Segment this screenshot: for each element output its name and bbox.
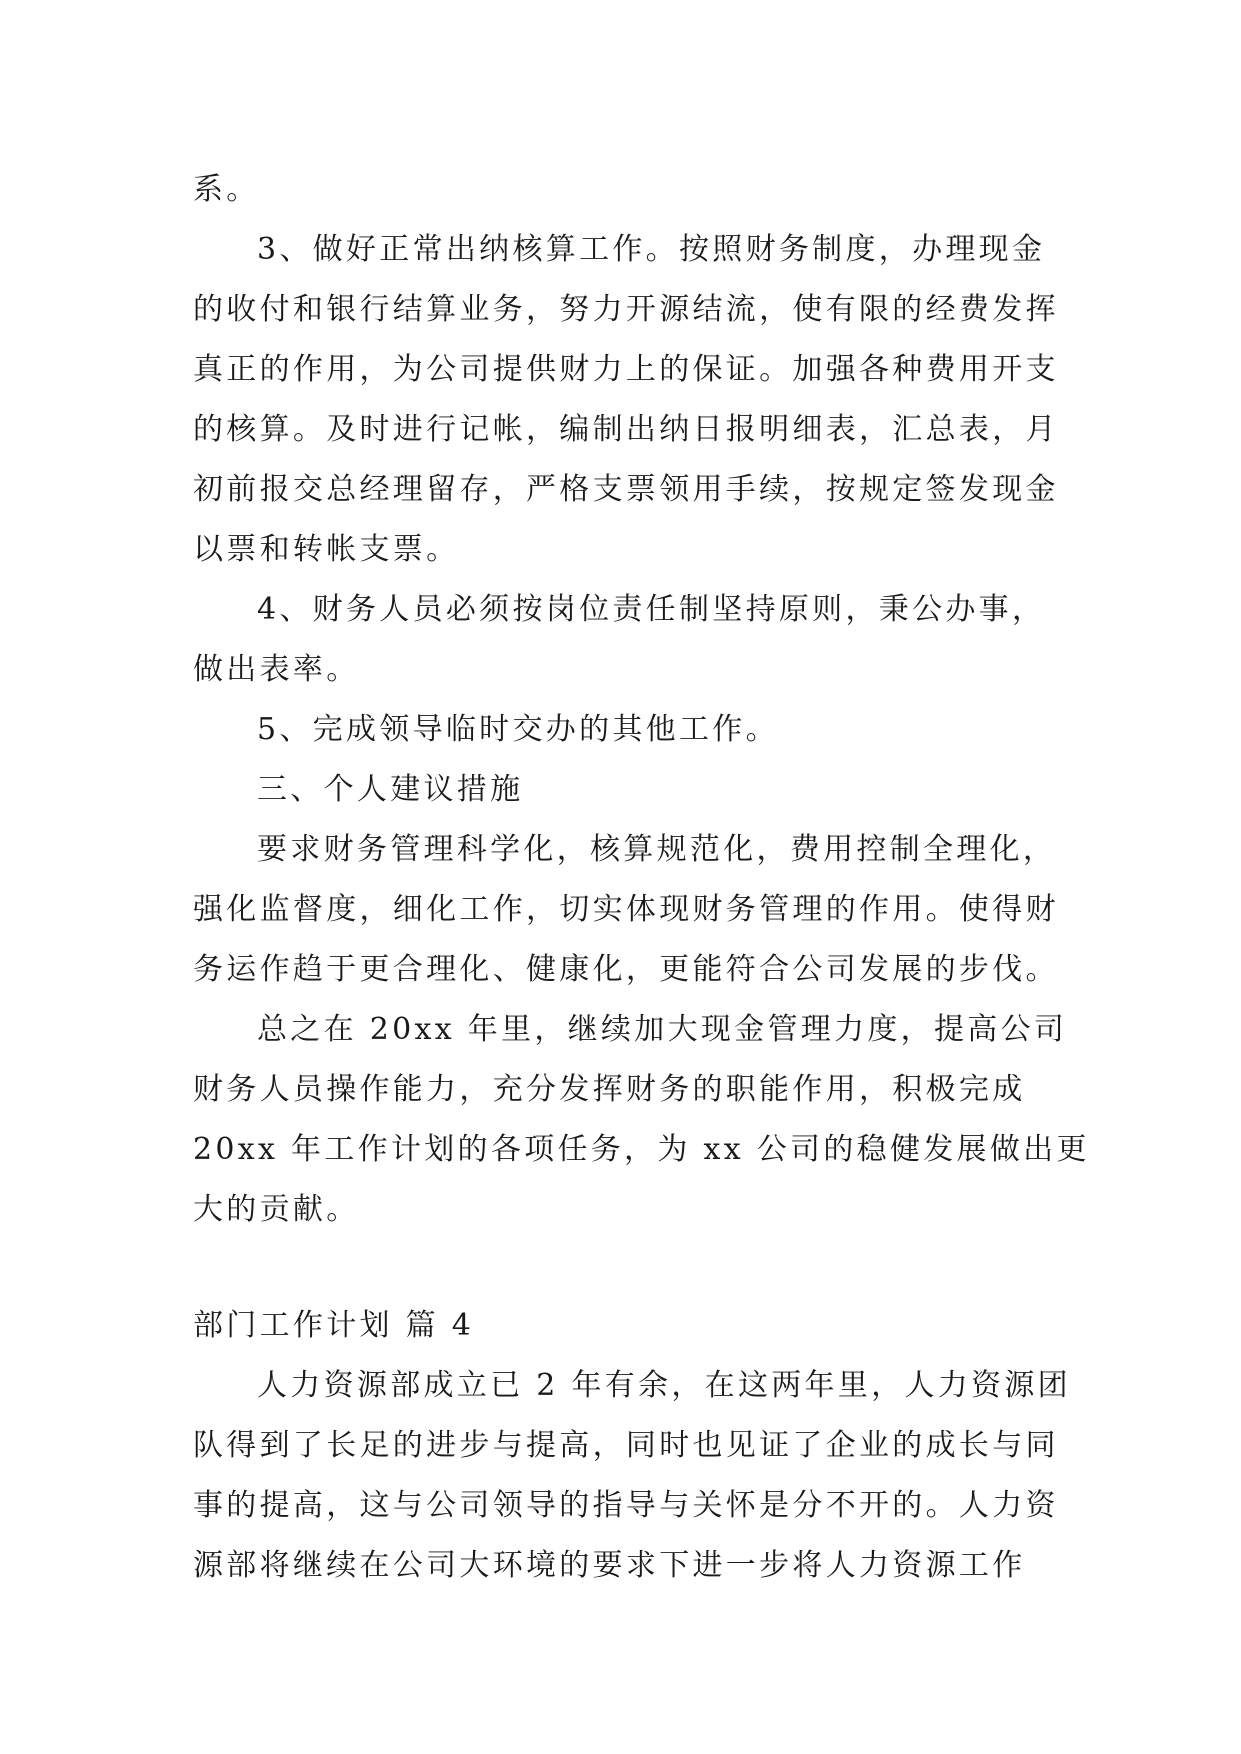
paragraph-line: 系。 <box>193 172 260 207</box>
paragraph-line: 3、做好正常出纳核算工作。按照财务制度，办理现金 <box>257 232 1046 267</box>
paragraph-line: 要求财务管理科学化，核算规范化，费用控制全理化， <box>257 832 1057 867</box>
paragraph-line: 总之在 20xx 年里，继续加大现金管理力度，提高公司 <box>257 1012 1068 1047</box>
section-gap <box>193 1240 1053 1296</box>
document-body <box>193 160 1090 1596</box>
paragraph-line: 5、完成领导临时交办的其他工作。 <box>257 712 779 747</box>
paragraph-line: 队得到了长足的进步与提高，同时也见证了企业的成长与同 <box>193 1428 1059 1463</box>
paragraph-line: 人力资源部成立已 2 年有余，在这两年里，人力资源团 <box>257 1368 1071 1403</box>
paragraph-line: 的收付和银行结算业务，努力开源结流，使有限的经费发挥 <box>193 292 1059 327</box>
paragraph-line: 源部将继续在公司大环境的要求下进一步将人力资源工作 <box>193 1548 1026 1583</box>
paragraph-line: 4、财务人员必须按岗位责任制坚持原则，秉公办事， <box>257 592 1046 627</box>
paragraph-line: 强化监督度，细化工作，切实体现财务管理的作用。使得财 <box>193 892 1059 927</box>
paragraph-line: 大的贡献。 <box>193 1192 360 1227</box>
paragraph-line: 财务人员操作能力，充分发挥财务的职能作用，积极完成 <box>193 1072 1026 1107</box>
paragraph-line: 做出表率。 <box>193 652 360 687</box>
paragraph-line: 初前报交总经理留存，严格支票领用手续，按规定签发现金 <box>193 472 1059 507</box>
paragraph-line: 20xx 年工作计划的各项任务，为 xx 公司的稳健发展做出更 <box>193 1132 1090 1167</box>
paragraph-line: 的核算。及时进行记帐，编制出纳日报明细表，汇总表，月 <box>193 412 1059 447</box>
paragraph-line: 务运作趋于更合理化、健康化，更能符合公司发展的步伐。 <box>193 952 1059 987</box>
section-subheading: 三、个人建议措施 <box>257 772 524 807</box>
section-heading: 部门工作计划 篇 4 <box>193 1308 475 1343</box>
paragraph-line: 以票和转帐支票。 <box>193 532 460 567</box>
paragraph-line: 事的提高，这与公司领导的指导与关怀是分不开的。人力资 <box>193 1488 1059 1523</box>
paragraph-line: 真正的作用，为公司提供财力上的保证。加强各种费用开支 <box>193 352 1059 387</box>
